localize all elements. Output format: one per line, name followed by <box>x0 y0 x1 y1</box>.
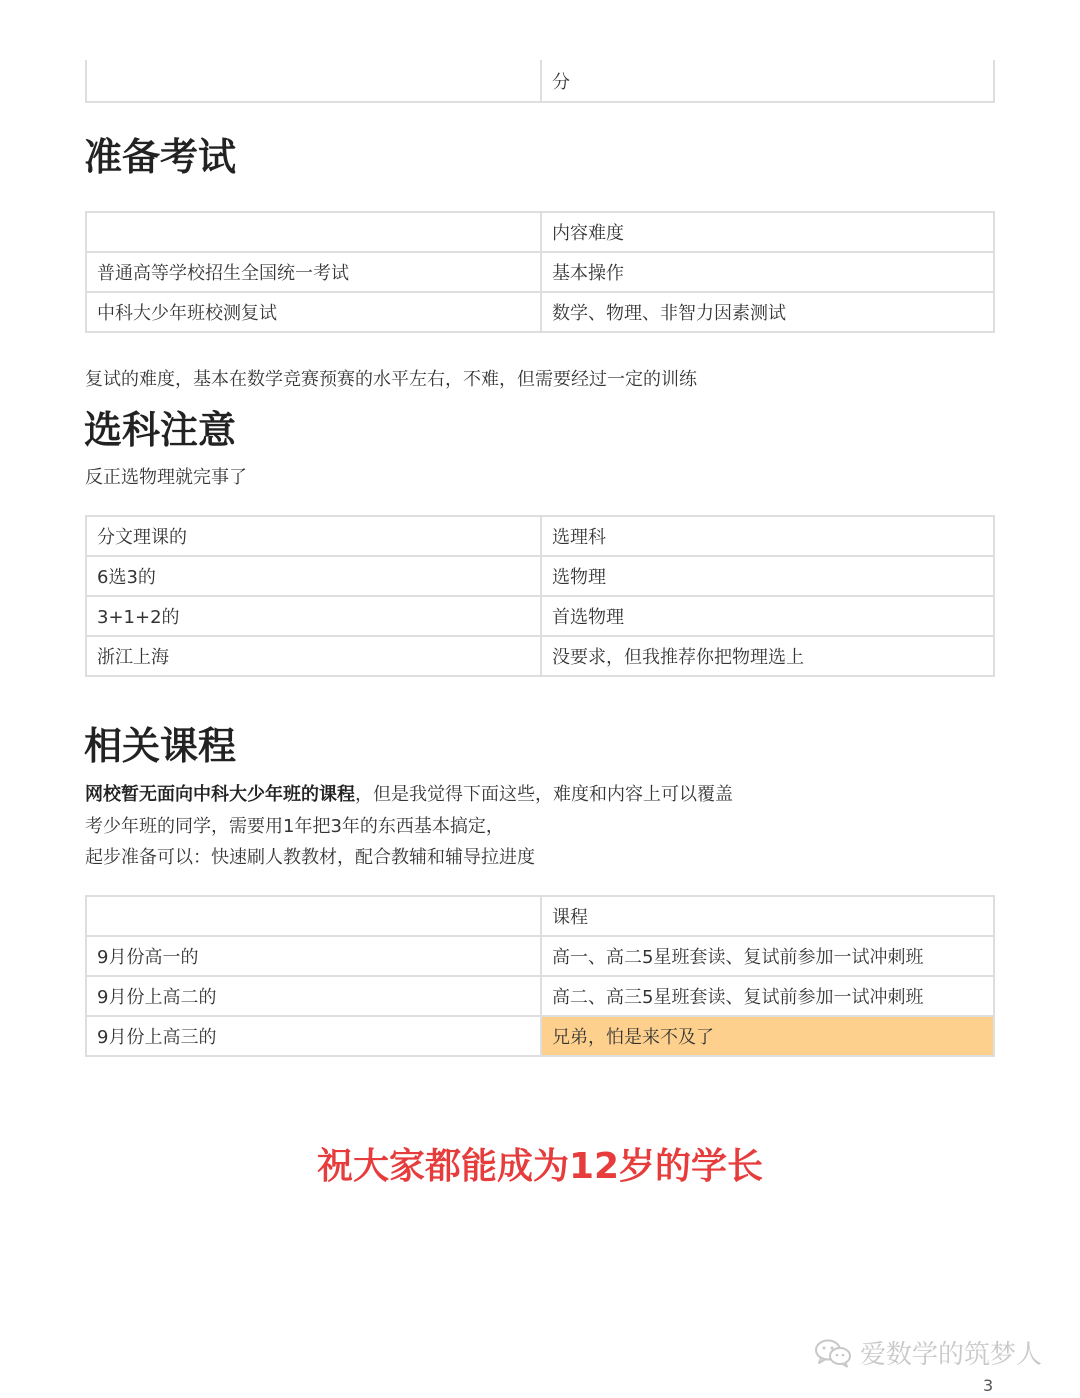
table-header-cell: 内容难度 <box>541 212 994 252</box>
table-cell: 数学、物理、非智力因素测试 <box>541 292 994 332</box>
table-row <box>86 1016 994 1056</box>
page-number: 3 <box>983 1376 994 1395</box>
table-cell: 基本操作 <box>541 252 994 292</box>
table-header-row <box>86 896 994 936</box>
highlighted-cell: 兄弟，怕是来不及了 <box>541 1016 994 1056</box>
courses-paragraph-bold: 网校暂无面向中科大少年班的课程 <box>85 784 355 805</box>
table-cell: 6选3的 <box>86 556 541 596</box>
courses-paragraph-line3: 起步准备可以：快速刷人教教材，配合教辅和辅导拉进度 <box>85 847 535 868</box>
watermark <box>814 1334 1042 1371</box>
table-cell <box>86 60 541 102</box>
exam-note: 复试的难度，基本在数学竞赛预赛的水平左右，不难，但需要经过一定的训练 <box>85 369 697 390</box>
table-cell: 高二、高三5星班套读、复试前参加一试冲刺班 <box>541 976 994 1016</box>
courses-paragraph-line1 <box>85 786 733 804</box>
table-cell: 高一、高二5星班套读、复试前参加一试冲刺班 <box>541 936 994 976</box>
table-header-cell <box>86 896 541 936</box>
subjects-table <box>85 515 995 677</box>
courses-table <box>85 895 995 1057</box>
section-heading-subjects: 选科注意 <box>84 408 237 452</box>
closing-message: 祝大家都能成为12岁的学长 <box>316 1146 764 1187</box>
table-cell: 没要求，但我推荐你把物理选上 <box>541 636 994 676</box>
table-cell: 分文理课的 <box>86 516 541 556</box>
watermark-text: 爱数学的筑梦人 <box>860 1340 1043 1370</box>
table-cell: 分 <box>541 60 994 102</box>
table-cell: 首选物理 <box>541 596 994 636</box>
table-row <box>86 596 994 636</box>
table-header-cell: 课程 <box>541 896 994 936</box>
wechat-icon <box>814 1338 852 1368</box>
table-cell: 普通高等学校招生全国统一考试 <box>86 252 541 292</box>
table-header-row <box>86 212 994 252</box>
exam-table <box>85 211 995 333</box>
table-row <box>86 636 994 676</box>
section-heading-courses: 相关课程 <box>84 724 237 768</box>
table-cell: 中科大少年班校测复试 <box>86 292 541 332</box>
table-cell: 3+1+2的 <box>86 596 541 636</box>
table-row <box>86 556 994 596</box>
table-cell: 浙江上海 <box>86 636 541 676</box>
table-cell: 选理科 <box>541 516 994 556</box>
table-row <box>86 60 994 102</box>
table-header-cell <box>86 212 541 252</box>
previous-table-fragment <box>85 60 995 103</box>
section-heading-exam: 准备考试 <box>84 135 237 179</box>
table-cell: 选物理 <box>541 556 994 596</box>
courses-paragraph-line2: 考少年班的同学，需要用1年把3年的东西基本搞定， <box>85 816 504 837</box>
subjects-intro: 反正选物理就完事了 <box>85 467 247 488</box>
table-cell: 9月份高一的 <box>86 936 541 976</box>
table-cell: 9月份上高三的 <box>86 1016 541 1056</box>
table-row <box>86 516 994 556</box>
table-row <box>86 252 994 292</box>
table-cell: 9月份上高二的 <box>86 976 541 1016</box>
table-row <box>86 936 994 976</box>
table-row <box>86 976 994 1016</box>
table-row <box>86 292 994 332</box>
courses-paragraph-rest: ，但是我觉得下面这些，难度和内容上可以覆盖 <box>355 784 733 805</box>
